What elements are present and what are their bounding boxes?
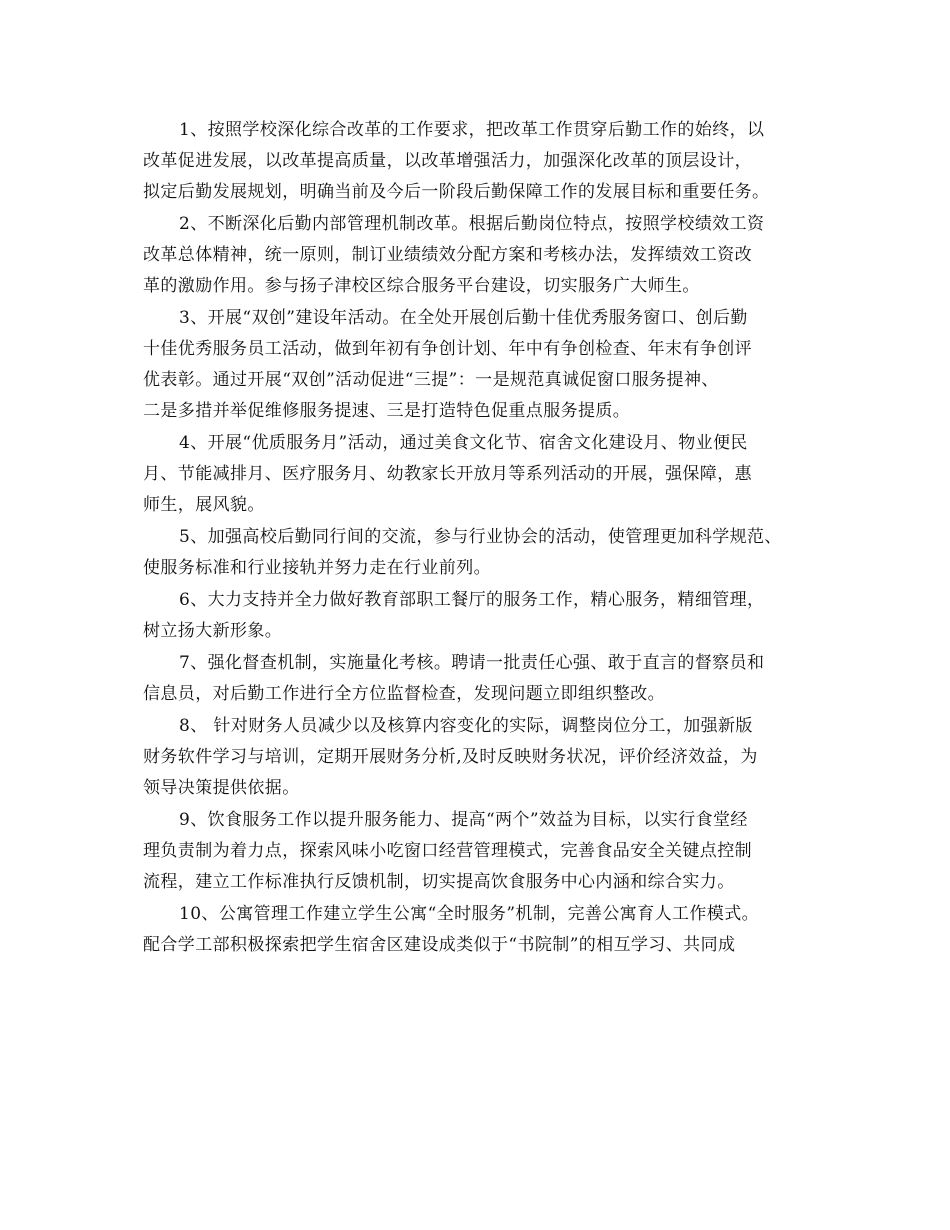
paragraph-line: 师生，展风貌。 bbox=[143, 495, 265, 515]
paragraph-line: 二是多措并举促维修服务提速、三是打造特色促重点服务提质。 bbox=[143, 401, 631, 421]
paragraph-line: 5、加强高校后勤同行间的交流，参与行业协会的活动，使管理更加科学规范、 bbox=[179, 527, 782, 547]
document-body bbox=[143, 115, 813, 962]
paragraph-line: 改革总体精神，统一原则，制订业绩绩效分配方案和考核办法，发挥绩效工资改 bbox=[143, 245, 752, 265]
paragraph-line: 9、饮食服务工作以提升服务能力、提高“两个”效益为目标，以实行食堂经 bbox=[179, 810, 748, 830]
paragraph-line: 领导决策提供依据。 bbox=[143, 778, 300, 798]
paragraph-line: 财务软件学习与培训，定期开展财务分析,及时反映财务状况，评价经济效益，为 bbox=[143, 747, 758, 767]
paragraph-4 bbox=[143, 428, 813, 521]
paragraph-line: 10、公寓管理工作建立学生公寓“全时服务”机制，完善公寓育人工作模式。 bbox=[179, 904, 760, 924]
paragraph-line: 理负责制为着力点，探索风味小吃窗口经营管理模式，完善食品安全关键点控制 bbox=[143, 841, 752, 861]
paragraph-line: 十佳优秀服务员工活动，做到年初有争创计划、年中有争创检查、年末有争创评 bbox=[143, 339, 752, 359]
paragraph-9 bbox=[143, 805, 813, 898]
paragraph-line: 优表彰。通过开展“双创”活动促进“三提”：一是规范真诚促窗口服务提神、 bbox=[143, 370, 719, 390]
paragraph-line: 树立扬大新形象。 bbox=[143, 621, 283, 641]
paragraph-6 bbox=[143, 585, 813, 647]
paragraph-2 bbox=[143, 209, 813, 302]
paragraph-line: 4、开展“优质服务月”活动，通过美食文化节、宿舍文化建设月、物业便民 bbox=[179, 433, 748, 453]
paragraph-line: 革的激励作用。参与扬子津校区综合服务平台建设，切实服务广大师生。 bbox=[143, 276, 700, 296]
paragraph-line: 6、大力支持并全力做好教育部职工餐厅的服务工作，精心服务，精细管理， bbox=[179, 590, 765, 610]
paragraph-line: 7、强化督查机制，实施量化考核。聘请一批责任心强、敢于直言的督察员和 bbox=[179, 653, 765, 673]
paragraph-8 bbox=[143, 711, 813, 804]
paragraph-line: 8、 针对财务人员减少以及核算内容变化的实际，调整岗位分工，加强新版 bbox=[179, 716, 753, 736]
paragraph-3 bbox=[143, 303, 813, 427]
paragraph-line: 3、开展“双创”建设年活动。在全处开展创后勤十佳优秀服务窗口、创后勤 bbox=[179, 308, 748, 328]
paragraph-1 bbox=[143, 115, 813, 208]
paragraph-line: 信息员，对后勤工作进行全方位监督检查，发现问题立即组织整改。 bbox=[143, 684, 665, 704]
paragraph-line: 配合学工部积极探索把学生宿舍区建设成类似于“书院制”的相互学习、共同成 bbox=[143, 935, 736, 955]
paragraph-line: 月、节能减排月、医疗服务月、幼教家长开放月等系列活动的开展，强保障，惠 bbox=[143, 464, 752, 484]
paragraph-line: 流程，建立工作标准执行反馈机制，切实提高饮食服务中心内涵和综合实力。 bbox=[143, 872, 735, 892]
paragraph-line: 2、不断深化后勤内部管理机制改革。根据后勤岗位特点，按照学校绩效工资 bbox=[179, 214, 765, 234]
paragraph-5 bbox=[143, 522, 813, 584]
paragraph-line: 改革促进发展，以改革提高质量，以改革增强活力，加强深化改革的顶层设计， bbox=[143, 151, 752, 171]
paragraph-line: 拟定后勤发展规划，明确当前及今后一阶段后勤保障工作的发展目标和重要任务。 bbox=[143, 182, 770, 202]
paragraph-line: 使服务标准和行业接轨并努力走在行业前列。 bbox=[143, 558, 491, 578]
paragraph-10 bbox=[143, 899, 813, 961]
paragraph-7 bbox=[143, 648, 813, 710]
paragraph-line: 1、按照学校深化综合改革的工作要求，把改革工作贯穿后勤工作的始终，以 bbox=[179, 120, 765, 140]
